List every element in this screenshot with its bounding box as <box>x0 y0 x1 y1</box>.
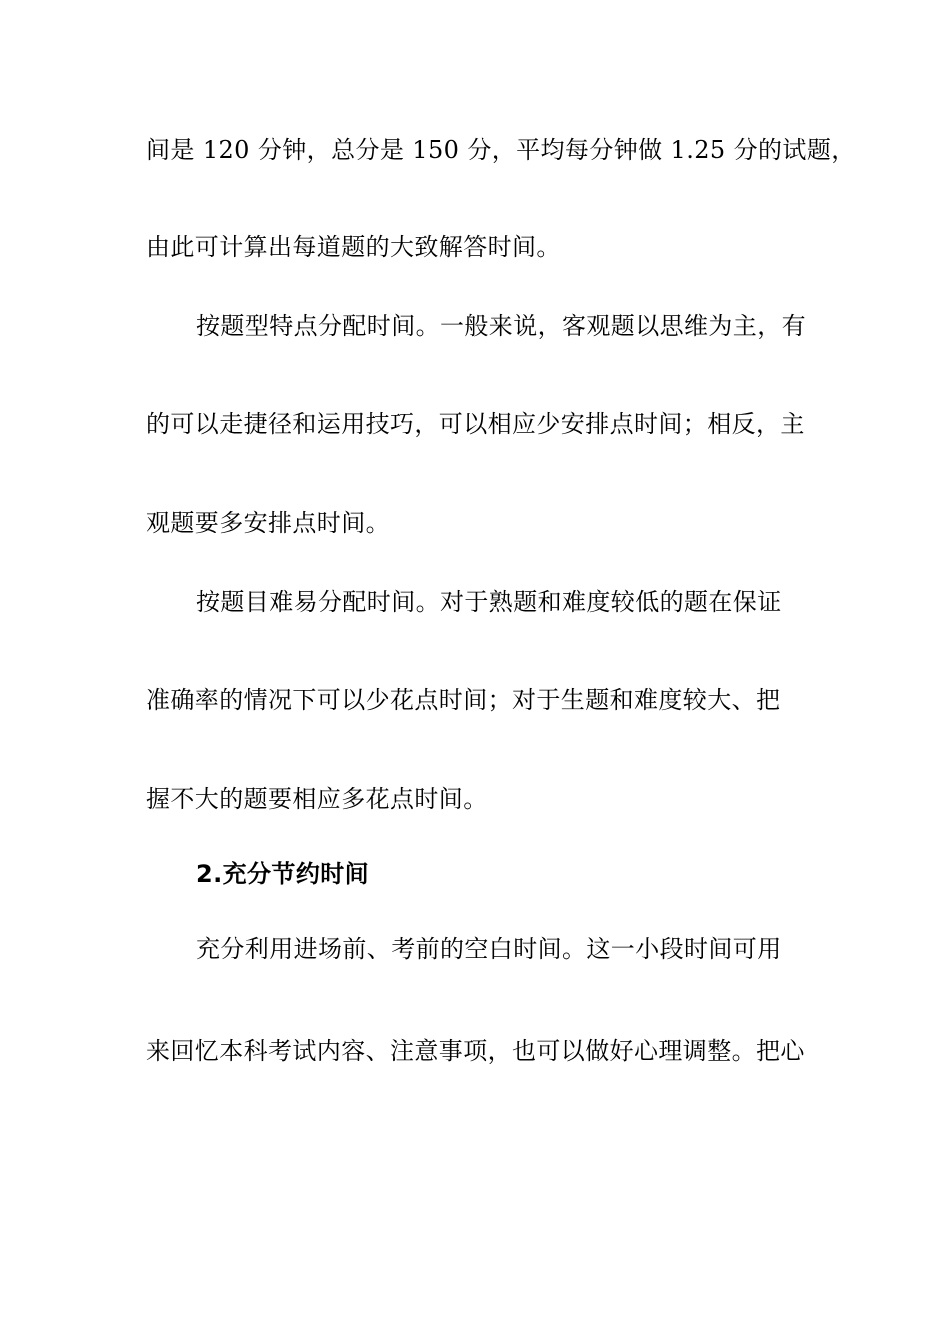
paragraph-line-7: 准确率的情况下可以少花点时间；对于生题和难度较大、把 <box>146 686 781 714</box>
paragraph-line-10: 充分利用进场前、考前的空白时间。这一小段时间可用 <box>196 935 782 963</box>
paragraph-line-4: 的可以走捷径和运用技巧，可以相应少安排点时间；相反，主 <box>146 410 805 438</box>
paragraph-line-6: 按题目难易分配时间。对于熟题和难度较低的题在保证 <box>196 588 782 616</box>
paragraph-line-2: 由此可计算出每道题的大致解答时间。 <box>146 233 561 261</box>
paragraph-line-11: 来回忆本科考试内容、注意事项，也可以做好心理调整。把心 <box>146 1037 805 1065</box>
paragraph-line-3: 按题型特点分配时间。一般来说，客观题以思维为主，有 <box>196 312 806 340</box>
paragraph-line-5: 观题要多安排点时间。 <box>146 509 390 537</box>
paragraph-line-1: 间是 120 分钟，总分是 150 分，平均每分钟做 1.25 分的试题， <box>146 136 856 164</box>
paragraph-line-8: 握不大的题要相应多花点时间。 <box>146 785 488 813</box>
section-heading: 2.充分节约时间 <box>196 860 370 888</box>
